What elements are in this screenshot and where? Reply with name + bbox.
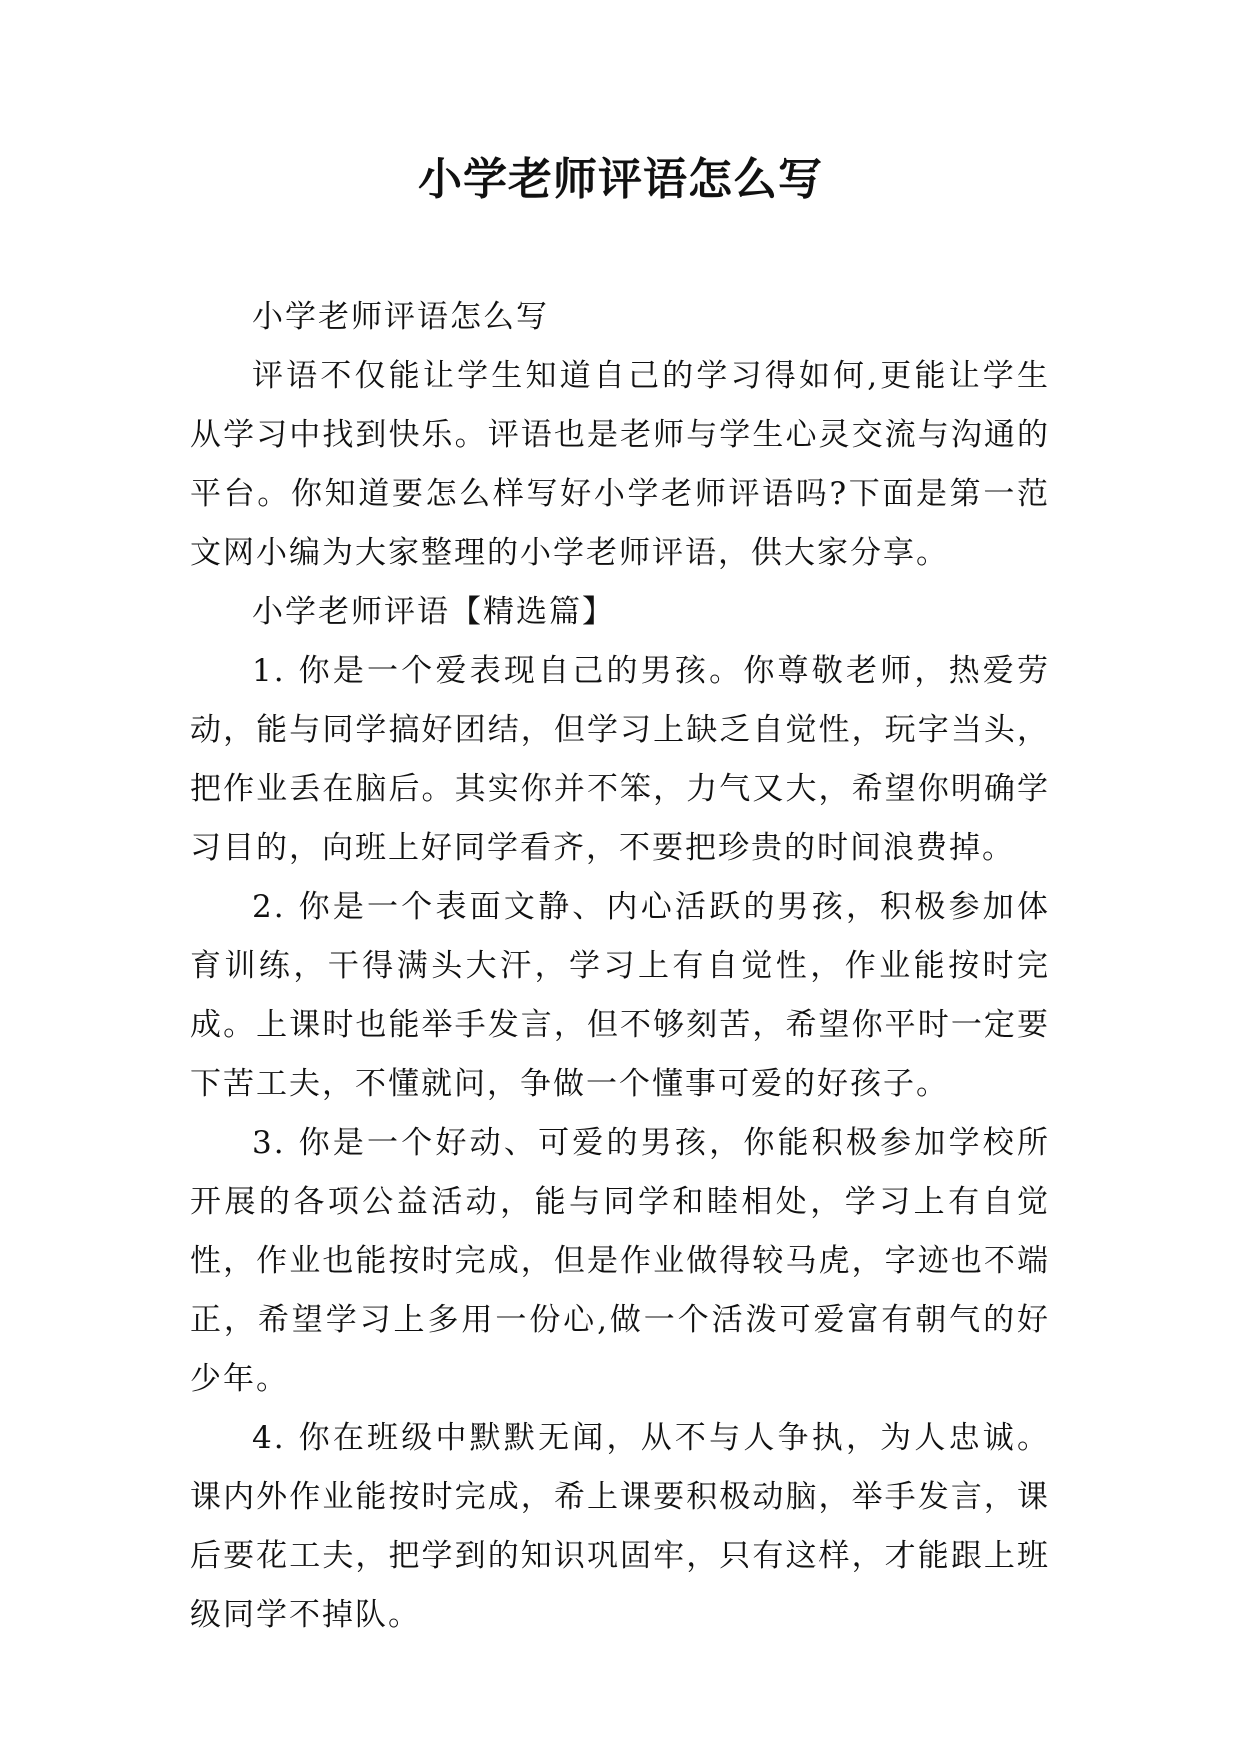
paragraph-intro: 评语不仅能让学生知道自己的学习得如何,更能让学生从学习中找到快乐。评语也是老师与学生心灵交流与沟通的平台。你知道要怎么样写好小学老师评语吗?下面是第一范文网小编为大家整理的小学老师评语，供大家分享。	[190, 358, 1050, 571]
section-heading: 小学老师评语【精选篇】	[252, 594, 615, 630]
comment-item-4: 4. 你在班级中默默无闻，从不与人争执，为人忠诚。课内外作业能按时完成，希上课要积极动脑，举手发言，课后要花工夫，把学到的知识巩固牢，只有这样，才能跟上班级同学不掉队。	[190, 1420, 1050, 1633]
document-title: 小学老师评语怎么写	[418, 154, 823, 205]
paragraph-subtitle: 小学老师评语怎么写	[252, 299, 549, 335]
comment-item-3: 3. 你是一个好动、可爱的男孩，你能积极参加学校所开展的各项公益活动，能与同学和睦相处，学习上有自觉性，作业也能按时完成，但是作业做得较马虎，字迹也不端正，希望学习上多用一份心,做一个活泼可爱富有朝气的好少年。	[190, 1125, 1050, 1397]
document-body	[190, 288, 1050, 1645]
comment-item-1: 1. 你是一个爱表现自己的男孩。你尊敬老师，热爱劳动，能与同学搞好团结，但学习上缺乏自觉性，玩字当头，把作业丢在脑后。其实你并不笨，力气又大，希望你明确学习目的，向班上好同学看齐，不要把珍贵的时间浪费掉。	[190, 653, 1050, 866]
comment-item-2: 2. 你是一个表面文静、内心活跃的男孩，积极参加体育训练，干得满头大汗，学习上有自觉性，作业能按时完成。上课时也能举手发言，但不够刻苦，希望你平时一定要下苦工夫，不懂就问，争做一个懂事可爱的好孩子。	[190, 889, 1050, 1102]
